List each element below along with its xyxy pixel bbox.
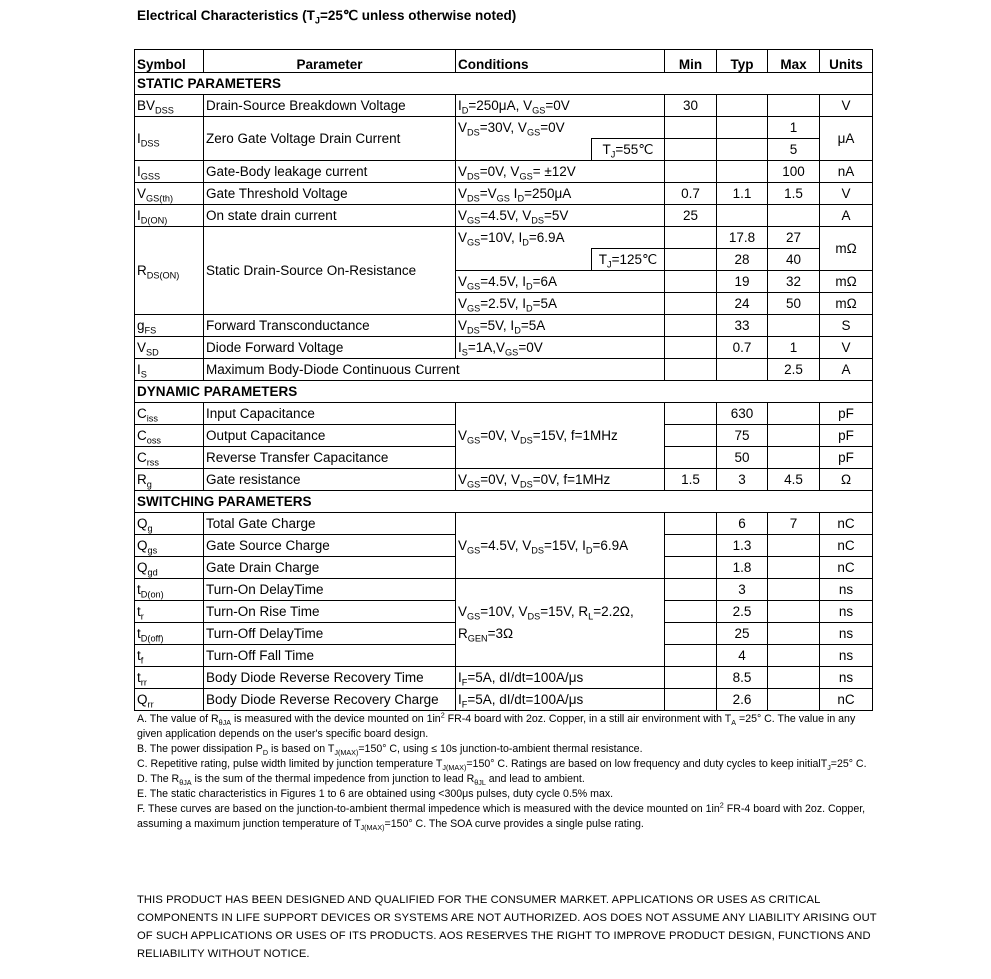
table-row	[135, 667, 873, 689]
footnote-a: A. The value of $R_{\theta JA}$ is measured with the device mounted on $1in^2$ FR-4 board with 2oz. Copper, in a still air environment with $T_A =25^\circ$ C. The value in any given application depends on the user's specific board design.	[137, 710, 856, 740]
symbol-cell: $t_f$	[135, 645, 204, 667]
typ-cell: 4	[717, 645, 768, 667]
conditions-cell: $V_{GS}=4.5V$, $V_{DS}=15V$, $I_D=6.9A$	[456, 513, 665, 579]
min-cell	[665, 359, 717, 381]
max-cell: 100	[768, 161, 820, 183]
units-cell: nA	[820, 161, 873, 183]
typ-cell: 2.5	[717, 601, 768, 623]
section-row	[135, 381, 873, 403]
units-cell: A	[820, 205, 873, 227]
max-cell: 40	[768, 249, 820, 271]
page-title: Electrical Characteristics ($T_J=25℃$ unless otherwise noted)	[137, 8, 517, 26]
max-cell: 32	[768, 271, 820, 293]
parameter-cell: Input Capacitance	[204, 403, 456, 425]
max-cell	[768, 535, 820, 557]
min-cell	[665, 425, 717, 447]
min-cell	[665, 557, 717, 579]
min-cell	[665, 667, 717, 689]
conditions-cell: $V_{DS}=0V$, $V_{GS}= \pm 12V$	[456, 161, 665, 183]
units-cell: nC	[820, 689, 873, 711]
parameter-cell: Reverse Transfer Capacitance	[204, 447, 456, 469]
conditions-cell: $V_{DS}=30V$, $V_{GS}=0V$	[456, 117, 665, 139]
symbol-cell: $V_{SD}$	[135, 337, 204, 359]
units-cell: nC	[820, 513, 873, 535]
section-row	[135, 491, 873, 513]
units-cell: mΩ	[820, 227, 873, 271]
typ-cell	[717, 161, 768, 183]
min-cell	[665, 535, 717, 557]
parameter-cell: Gate Source Charge	[204, 535, 456, 557]
symbol-cell: $t_{D(off)}$	[135, 623, 204, 645]
symbol-cell: $t_r$	[135, 601, 204, 623]
parameter-cell: Diode Forward Voltage	[204, 337, 456, 359]
table-row	[135, 403, 873, 425]
conditions-cell: $V_{GS}=2.5V$, $I_D=5A$	[456, 293, 665, 315]
symbol-cell: $Q_{rr}$	[135, 689, 204, 711]
min-cell	[665, 249, 717, 271]
typ-cell: 33	[717, 315, 768, 337]
typ-cell: 50	[717, 447, 768, 469]
units-cell: μA	[820, 117, 873, 161]
conditions-cell: $V_{GS}=10V$, $I_D=6.9A$	[456, 227, 665, 249]
section-static: STATIC PARAMETERS	[135, 73, 873, 95]
min-cell	[665, 293, 717, 315]
units-cell: ns	[820, 601, 873, 623]
symbol-cell: $I_{GSS}$	[135, 161, 204, 183]
typ-cell: 2.6	[717, 689, 768, 711]
table-row	[135, 227, 873, 249]
parameter-cell: Gate-Body leakage current	[204, 161, 456, 183]
table-row	[135, 161, 873, 183]
units-cell: pF	[820, 425, 873, 447]
typ-cell: 25	[717, 623, 768, 645]
table-row	[135, 469, 873, 491]
conditions-cell: $V_{DS}=V_{GS}$ $I_D=250\mu A$	[456, 183, 665, 205]
table-header-row	[135, 50, 873, 73]
symbol-cell: $V_{GS(th)}$	[135, 183, 204, 205]
min-cell	[665, 315, 717, 337]
table-row	[135, 513, 873, 535]
symbol-cell: $I_S$	[135, 359, 204, 381]
units-cell: nC	[820, 535, 873, 557]
parameter-cell: Body Diode Reverse Recovery Charge	[204, 689, 456, 711]
units-cell: ns	[820, 667, 873, 689]
max-cell	[768, 315, 820, 337]
conditions-cell: $I_F=5A$, dI/dt=100A/μs	[456, 689, 665, 711]
typ-cell: 630	[717, 403, 768, 425]
symbol-cell: $C_{oss}$	[135, 425, 204, 447]
typ-cell: 6	[717, 513, 768, 535]
units-cell: ns	[820, 623, 873, 645]
conditions-cell	[456, 249, 592, 271]
max-cell	[768, 403, 820, 425]
units-cell: nC	[820, 557, 873, 579]
min-cell	[665, 623, 717, 645]
min-cell: 25	[665, 205, 717, 227]
conditions-cell: $I_D=250\mu A$, $V_{GS}=0V$	[456, 95, 665, 117]
parameter-cell: Turn-On DelayTime	[204, 579, 456, 601]
header-max: Max	[768, 50, 820, 73]
max-cell	[768, 447, 820, 469]
parameter-cell: Maximum Body-Diode Continuous Current	[204, 359, 665, 381]
parameter-cell: Static Drain-Source On-Resistance	[204, 227, 456, 315]
section-row	[135, 73, 873, 95]
typ-cell	[717, 359, 768, 381]
electrical-characteristics-table	[134, 49, 873, 711]
units-cell: pF	[820, 447, 873, 469]
typ-cell: 3	[717, 579, 768, 601]
footnote-c: C. Repetitive rating, pulse width limited by junction temperature $T_{J(MAX)}=150^\circ$ C. Ratings are based on low frequency and duty cycles to keep initialT$_J$=25° C.	[137, 758, 867, 773]
units-cell: V	[820, 337, 873, 359]
typ-cell: 8.5	[717, 667, 768, 689]
min-cell	[665, 139, 717, 161]
parameter-cell: Output Capacitance	[204, 425, 456, 447]
table-row	[135, 117, 873, 139]
footnote-e: E. The static characteristics in Figures 1 to 6 are obtained using <300μs pulses, duty cycle 0.5% max.	[137, 788, 614, 800]
typ-cell: 19	[717, 271, 768, 293]
section-switching: SWITCHING PARAMETERS	[135, 491, 873, 513]
parameter-cell: Gate Drain Charge	[204, 557, 456, 579]
min-cell	[665, 161, 717, 183]
typ-cell: 3	[717, 469, 768, 491]
parameter-cell: Total Gate Charge	[204, 513, 456, 535]
conditions-cell: $V_{GS}=4.5V$, $I_D=6A$	[456, 271, 665, 293]
max-cell: 7	[768, 513, 820, 535]
units-cell: V	[820, 183, 873, 205]
symbol-cell: $Q_g$	[135, 513, 204, 535]
units-cell: pF	[820, 403, 873, 425]
max-cell	[768, 601, 820, 623]
max-cell: 4.5	[768, 469, 820, 491]
header-typ: Typ	[717, 50, 768, 73]
min-cell	[665, 337, 717, 359]
footnotes	[137, 712, 867, 832]
conditions-cell: $V_{GS}=10V$, $V_{DS}=15V$, $R_L=2.2\Omega$, $R_{GEN}=3\Omega$	[456, 579, 665, 667]
max-cell	[768, 689, 820, 711]
max-cell	[768, 623, 820, 645]
typ-cell	[717, 205, 768, 227]
parameter-cell: Turn-Off Fall Time	[204, 645, 456, 667]
max-cell	[768, 667, 820, 689]
min-cell	[665, 447, 717, 469]
max-cell: 1.5	[768, 183, 820, 205]
table-row	[135, 359, 873, 381]
symbol-cell: $R_{DS(ON)}$	[135, 227, 204, 315]
max-cell	[768, 205, 820, 227]
parameter-cell: Gate resistance	[204, 469, 456, 491]
typ-cell	[717, 139, 768, 161]
min-cell	[665, 601, 717, 623]
footnote-b: B. The power dissipation $P_D$ is based on $T_{J(MAX)}=150^\circ$ C, using ≤ 10s junction-to-ambient thermal resistance.	[137, 743, 643, 758]
symbol-cell: $C_{rss}$	[135, 447, 204, 469]
typ-cell	[717, 117, 768, 139]
min-cell: 0.7	[665, 183, 717, 205]
table-row	[135, 205, 873, 227]
tj-condition-cell: $T_J=55℃$	[592, 139, 665, 161]
section-dynamic: DYNAMIC PARAMETERS	[135, 381, 873, 403]
parameter-cell: Forward Transconductance	[204, 315, 456, 337]
parameter-cell: Gate Threshold Voltage	[204, 183, 456, 205]
min-cell: 30	[665, 95, 717, 117]
max-cell: 2.5	[768, 359, 820, 381]
conditions-cell: $I_F=5A$, dI/dt=100A/μs	[456, 667, 665, 689]
header-parameter: Parameter	[204, 50, 456, 73]
min-cell	[665, 689, 717, 711]
table-row	[135, 183, 873, 205]
symbol-cell: $g_{FS}$	[135, 315, 204, 337]
min-cell	[665, 579, 717, 601]
header-conditions: Conditions	[456, 50, 665, 73]
units-cell: S	[820, 315, 873, 337]
parameter-cell: Turn-Off DelayTime	[204, 623, 456, 645]
min-cell: 1.5	[665, 469, 717, 491]
typ-cell: 0.7	[717, 337, 768, 359]
symbol-cell: $I_{D(ON)}$	[135, 205, 204, 227]
conditions-cell: $I_S=1A,V_{GS}=0V$	[456, 337, 665, 359]
footnote-d: D. The $R_{\theta JA}$ is the sum of the thermal impedence from junction to lead $R_{\theta JL}$ and lead to ambient.	[137, 773, 585, 788]
max-cell: 1	[768, 117, 820, 139]
max-cell: 27	[768, 227, 820, 249]
parameter-cell: Body Diode Reverse Recovery Time	[204, 667, 456, 689]
typ-cell	[717, 95, 768, 117]
units-cell: ns	[820, 579, 873, 601]
min-cell	[665, 513, 717, 535]
max-cell: 1	[768, 337, 820, 359]
units-cell: Ω	[820, 469, 873, 491]
parameter-cell: On state drain current	[204, 205, 456, 227]
header-min: Min	[665, 50, 717, 73]
max-cell: 5	[768, 139, 820, 161]
max-cell	[768, 425, 820, 447]
disclaimer-text: THIS PRODUCT HAS BEEN DESIGNED AND QUALIFIED FOR THE CONSUMER MARKET. APPLICATIONS OR USES AS CRITICAL COMPONENTS IN LIFE SUPPORT DEVICES OR SYSTEMS ARE NOT AUTHORIZED. AOS DOES NOT ASSUME ANY LIABILITY ARISING OUT OF SUCH APPLICATIONS OR USES OF ITS PRODUCTS. AOS RESERVES THE RIGHT TO IMPROVE PRODUCT DESIGN, FUNCTIONS AND RELIABILITY WITHOUT NOTICE.	[137, 894, 877, 960]
typ-cell: 1.8	[717, 557, 768, 579]
conditions-cell: $V_{GS}=0V$, $V_{DS}=0V$, f=1MHz	[456, 469, 665, 491]
parameter-cell: Zero Gate Voltage Drain Current	[204, 117, 456, 161]
symbol-cell: $I_{DSS}$	[135, 117, 204, 161]
max-cell	[768, 557, 820, 579]
header-units: Units	[820, 50, 873, 73]
symbol-cell: $BV_{DSS}$	[135, 95, 204, 117]
symbol-cell: $Q_{gs}$	[135, 535, 204, 557]
units-cell: mΩ	[820, 293, 873, 315]
table-row	[135, 315, 873, 337]
tj-condition-cell: $T_J=125℃$	[592, 249, 665, 271]
units-cell: A	[820, 359, 873, 381]
conditions-cell	[456, 139, 592, 161]
max-cell	[768, 95, 820, 117]
min-cell	[665, 271, 717, 293]
header-symbol: Symbol	[135, 50, 204, 73]
parameter-cell: Drain-Source Breakdown Voltage	[204, 95, 456, 117]
table-row	[135, 689, 873, 711]
typ-cell: 28	[717, 249, 768, 271]
parameter-cell: Turn-On Rise Time	[204, 601, 456, 623]
units-cell: mΩ	[820, 271, 873, 293]
typ-cell: 24	[717, 293, 768, 315]
symbol-cell: $t_{rr}$	[135, 667, 204, 689]
units-cell: ns	[820, 645, 873, 667]
typ-cell: 17.8	[717, 227, 768, 249]
units-cell: V	[820, 95, 873, 117]
conditions-cell: $V_{GS}=0V$, $V_{DS}=15V$, f=1MHz	[456, 403, 665, 469]
max-cell: 50	[768, 293, 820, 315]
conditions-cell: $V_{DS}=5V$, $I_D=5A$	[456, 315, 665, 337]
symbol-cell: $t_{D(on)}$	[135, 579, 204, 601]
typ-cell: 1.3	[717, 535, 768, 557]
conditions-cell: $V_{GS}=4.5V$, $V_{DS}=5V$	[456, 205, 665, 227]
typ-cell: 1.1	[717, 183, 768, 205]
table-row	[135, 337, 873, 359]
min-cell	[665, 403, 717, 425]
symbol-cell: $C_{iss}$	[135, 403, 204, 425]
symbol-cell: $R_g$	[135, 469, 204, 491]
table-row	[135, 95, 873, 117]
table-row	[135, 579, 873, 601]
max-cell	[768, 579, 820, 601]
min-cell	[665, 227, 717, 249]
max-cell	[768, 645, 820, 667]
typ-cell: 75	[717, 425, 768, 447]
min-cell	[665, 645, 717, 667]
symbol-cell: $Q_{gd}$	[135, 557, 204, 579]
min-cell	[665, 117, 717, 139]
footnote-f: F. These curves are based on the junction-to-ambient thermal impedence which is measured with the device mounted on $1in^2$ FR-4 board with 2oz. Copper, assuming a maximum junction temperature of $T_{J(MAX)}=150^\circ$ C. The SOA curve provides a single pulse rating.	[137, 800, 866, 833]
